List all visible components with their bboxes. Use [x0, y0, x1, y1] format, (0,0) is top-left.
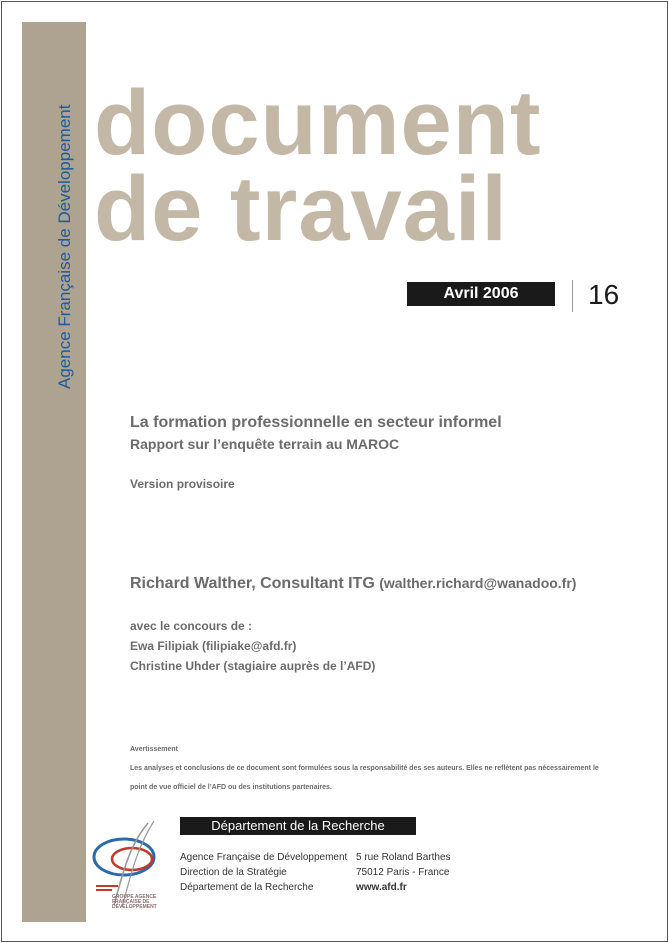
- author-name: Richard Walther, Consultant ITG: [130, 575, 375, 592]
- author-email: (walther.richard@wanadoo.fr): [379, 575, 577, 591]
- document-title-block: [130, 412, 502, 454]
- document-title: La formation professionnelle en secteur informel: [130, 414, 502, 431]
- author-line: [130, 572, 576, 595]
- address-line: Département de la Recherche: [180, 882, 314, 893]
- header-divider: [572, 280, 573, 312]
- contributors-label: avec le concours de :: [130, 619, 253, 633]
- address-line: 5 rue Roland Barthes: [356, 852, 451, 863]
- address-left: [180, 850, 347, 895]
- cover-title-line-1: document: [94, 72, 542, 174]
- issue-number: 16: [588, 279, 620, 310]
- contributor-item: Christine Uhder (stagiaire auprès de l’AFD): [130, 659, 376, 673]
- date-badge: Avril 2006: [407, 282, 555, 306]
- contributor-item: Ewa Filipiak (filipiake@afd.fr): [130, 639, 297, 653]
- address-line: Direction de la Stratégie: [180, 867, 287, 878]
- document-subtitle: Rapport sur l’enquête terrain au MAROC: [130, 436, 400, 452]
- disclaimer-text: Les analyses et conclusions de ce document sont formulées sous la responsabilité des ses auteurs. Elles ne reflètent pas nécessairement le point de vue officiel de l’AFD ou des institutions partenaires.: [130, 765, 599, 791]
- address-right: [356, 850, 451, 895]
- website-link[interactable]: www.afd.fr: [356, 882, 407, 893]
- contributors-block: [130, 616, 375, 676]
- address-line: 75012 Paris - France: [356, 867, 450, 878]
- document-cover: [1, 1, 668, 942]
- disclaimer-heading: Avertissement: [130, 746, 178, 753]
- address-line: Agence Française de Développement: [180, 852, 348, 863]
- cover-title: [94, 72, 542, 260]
- sidebar-agency-name: Agence Française de Développement: [55, 104, 74, 389]
- logo-caption: GROUPE AGENCE FRANÇAISE DE DÉVELOPPEMENT: [112, 894, 157, 910]
- version-label: Version provisoire: [130, 477, 235, 491]
- cover-title-line-2: de travail: [94, 158, 508, 260]
- department-banner: Département de la Recherche: [180, 817, 416, 835]
- disclaimer: [130, 740, 600, 797]
